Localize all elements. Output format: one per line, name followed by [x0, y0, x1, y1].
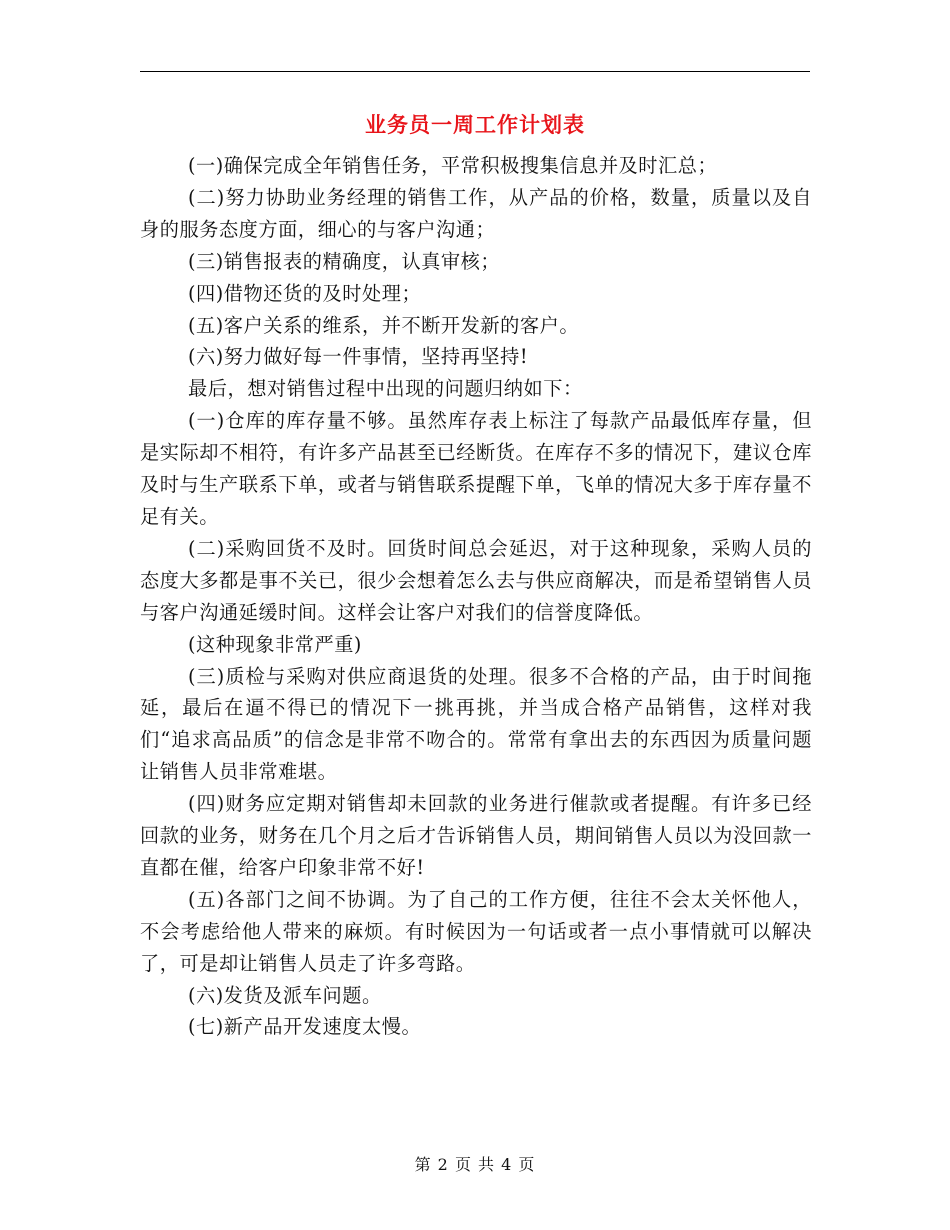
- document-title: 业务员一周工作计划表: [365, 112, 585, 137]
- paragraph: (一)确保完成全年销售任务，平常积极搜集信息并及时汇总；: [188, 154, 718, 177]
- paragraph: (二)采购回货不及时。回货时间总会延迟，对于这种现象，采购人员的态度大多都是事不关已，很少会想着怎么去与供应商解决，而是希望销售人员与客户沟通延缓时间。这样会让客户对我们的信誉度降低。: [140, 536, 812, 624]
- paragraph: (六)发货及派车问题。: [188, 983, 382, 1007]
- page-number-footer: 第 2 页 共 4 页: [414, 1155, 536, 1174]
- header-rule: [140, 71, 810, 72]
- paragraph: (三)质检与采购对供应商退货的处理。很多不合格的产品，由于时间拖延，最后在逼不得已的情况下一挑再挑，并当成合格产品销售，这样对我们“追求高品质”的信念是非常不吻合的。常常有拿出去的东西因为质量问题让销售人员非常难堪。: [140, 664, 812, 784]
- paragraph: (四)借物还货的及时处理；: [188, 281, 422, 305]
- paragraph: (三)销售报表的精确度，认真审核；: [188, 249, 501, 273]
- paragraph: 最后，想对销售过程中出现的问题归纳如下：: [188, 377, 583, 401]
- paragraph: (六)努力做好每一件事情，坚持再坚持!: [188, 345, 529, 369]
- paragraph: (七)新产品开发速度太慢。: [188, 1015, 422, 1039]
- paragraph: (这种现象非常严重): [188, 632, 362, 656]
- paragraph: (五)客户关系的维系，并不断开发新的客户。: [188, 313, 580, 337]
- paragraph: (一)仓库的库存量不够。虽然库存表上标注了每款产品最低库存量，但是实际却不相符，有许多产品甚至已经断货。在库存不多的情况下，建议仓库及时与生产联系下单，或者与销售联系提醒下单，飞单的情况大多于库存量不足有关。: [140, 409, 812, 528]
- paragraph: (五)各部门之间不协调。为了自己的工作方便，往往不会太关怀他人，不会考虑给他人带来的麻烦。有时候因为一句话或者一点小事情就可以解决了，可是却让销售人员走了许多弯路。: [140, 887, 812, 975]
- paragraph: (二)努力协助业务经理的销售工作，从产品的价格，数量，质量以及自身的服务态度方面，细心的与客户沟通；: [140, 185, 812, 241]
- document-body: [140, 150, 812, 1043]
- paragraph: (四)财务应定期对销售却未回款的业务进行催款或者提醒。有许多已经回款的业务，财务在几个月之后才告诉销售人员，期间销售人员以为没回款一直都在催，给客户印象非常不好!: [140, 792, 812, 879]
